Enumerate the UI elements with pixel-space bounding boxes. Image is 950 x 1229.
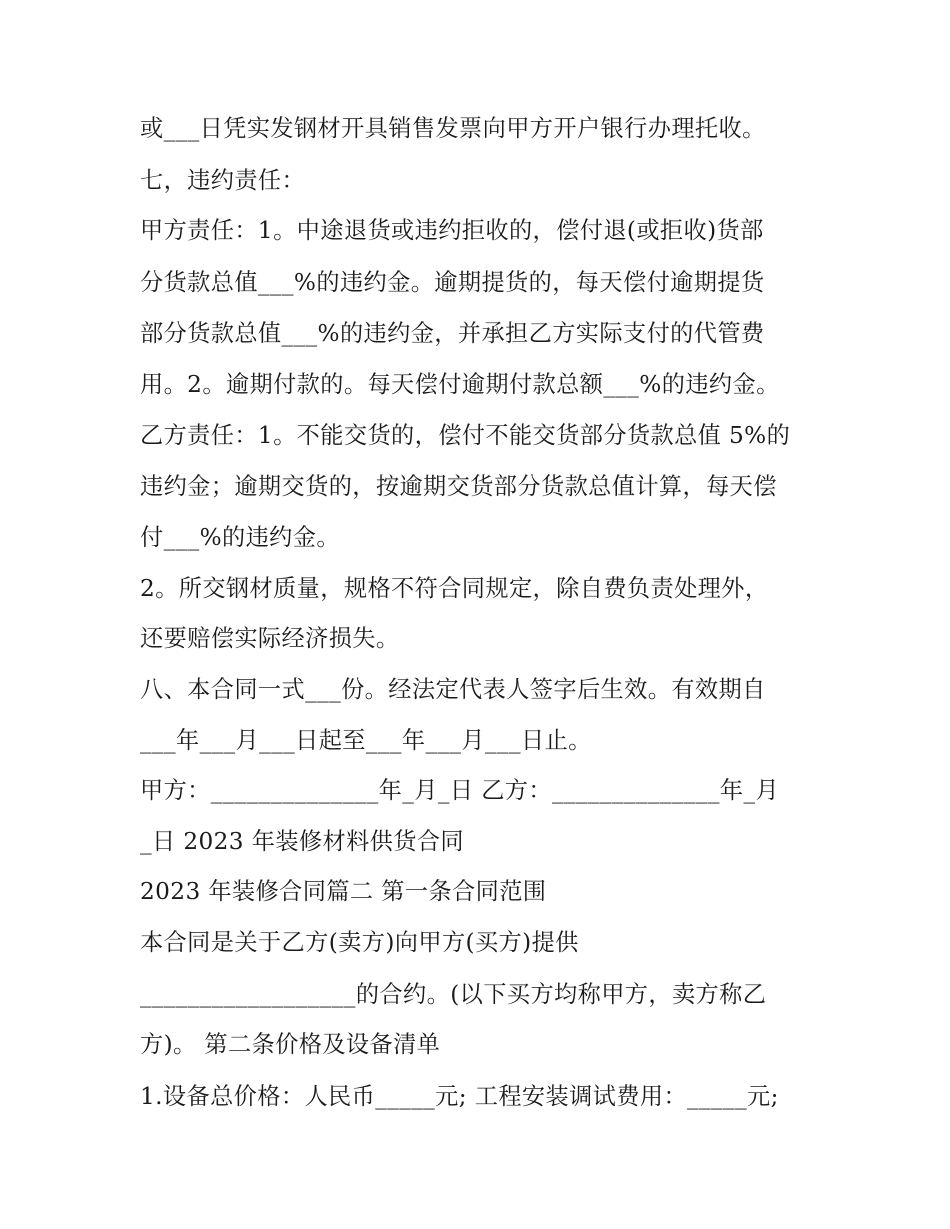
text-line: 部分货款总值___%的违约金，并承担乙方实际支付的代管费 bbox=[140, 320, 765, 347]
text-line: __________________的合约。(以下买方均称甲方，卖方称乙 bbox=[140, 981, 767, 1008]
text-line: 乙方责任：1。不能交货的，偿付不能交货部分货款总值 5%的 bbox=[140, 422, 791, 449]
text-line: _日 2023 年装修材料供货合同 bbox=[140, 828, 465, 855]
text-line: 1.设备总价格：人民币_____元; 工程安装调试费用：_____元; bbox=[140, 1083, 779, 1110]
text-line: 违约金；逾期交货的，按逾期交货部分货款总值计算，每天偿 bbox=[140, 473, 777, 500]
text-line: 还要赔偿实际经济损失。 bbox=[140, 625, 400, 652]
text-line: 2。所交钢材质量，规格不符合同规定，除自费负责处理外， bbox=[140, 575, 769, 602]
text-line: 分货款总值___%的违约金。逾期提货的，每天偿付逾期提货 bbox=[140, 269, 765, 296]
signature-line: 甲方：______________年_月_日 乙方：______________年_月 bbox=[140, 777, 780, 804]
text-line: 用。2。逾期付款的。每天偿付逾期付款总额___%的违约金。 bbox=[140, 371, 780, 398]
text-line: 八、本合同一式___份。经法定代表人签字后生效。有效期自 bbox=[140, 676, 766, 703]
text-line: ___年___月___日起至___年___月___日止。 bbox=[140, 727, 592, 754]
text-line: 甲方责任：1。中途退货或违约拒收的，偿付退(或拒收)货部 bbox=[140, 217, 764, 244]
text-line: 本合同是关于乙方(卖方)向甲方(买方)提供 bbox=[140, 929, 579, 956]
text-line: 或___日凭实发钢材开具销售发票向甲方开户银行办理托收。 bbox=[140, 115, 766, 142]
section-heading: 2023 年装修合同篇二 第一条合同范围 bbox=[140, 878, 547, 905]
text-line: 付___%的违约金。 bbox=[140, 524, 340, 551]
section-heading: 七，违约责任： bbox=[140, 167, 306, 194]
text-line: 方)。 第二条价格及设备清单 bbox=[140, 1031, 441, 1058]
